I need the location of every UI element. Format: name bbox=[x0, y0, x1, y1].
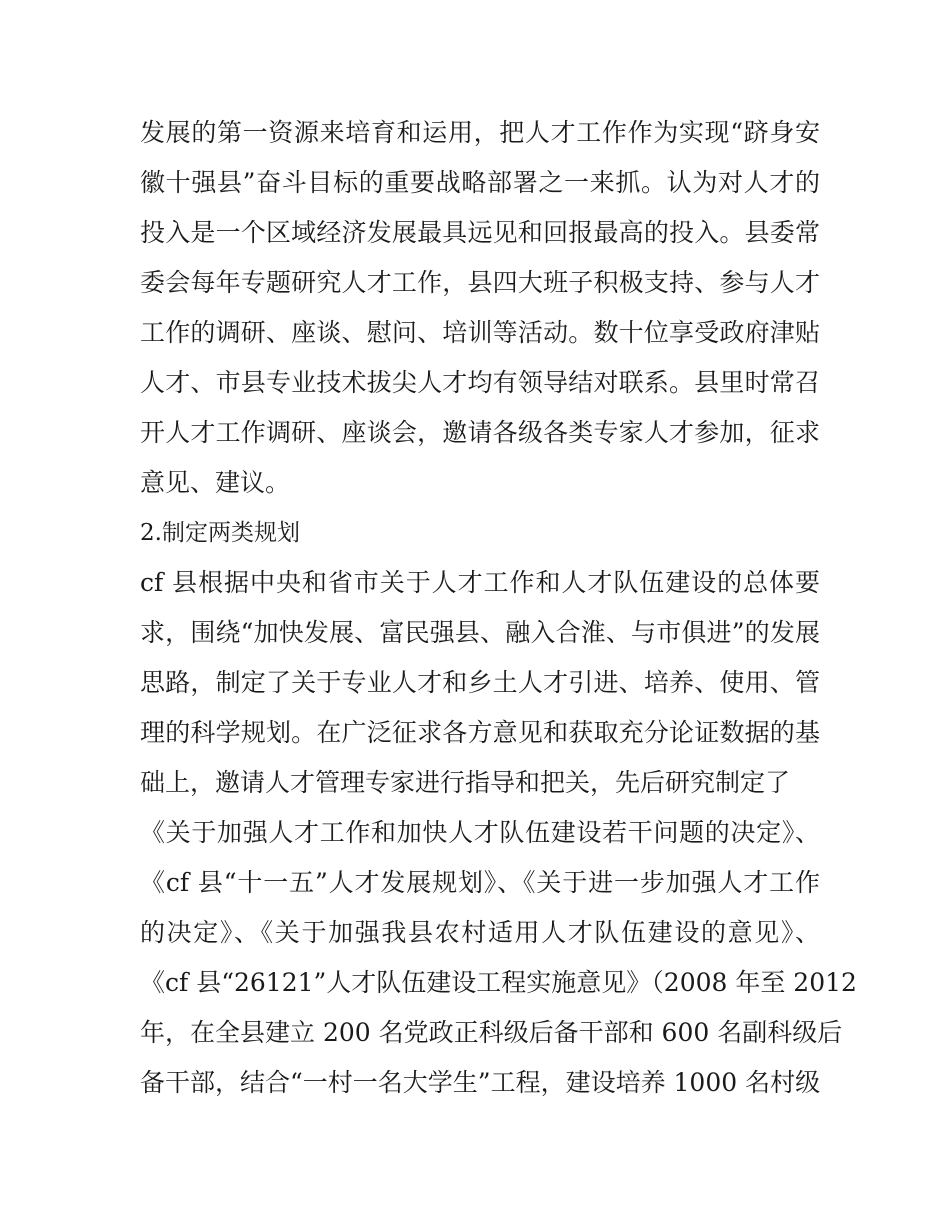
text-line: 委会每年专题研究人才工作，县四大班子积极支持、参与人才 bbox=[140, 268, 820, 297]
text-line: 《cf 县“26121”人才队伍建设工程实施意见》（2008 年至 2012 bbox=[140, 968, 857, 997]
document-body bbox=[140, 108, 857, 1108]
text-line: cf 县根据中央和省市关于人才工作和人才队伍建设的总体要 bbox=[140, 568, 820, 597]
text-line: 徽十强县”奋斗目标的重要战略部署之一来抓。认为对人才的 bbox=[140, 168, 820, 197]
text-line: 求，围绕“加快发展、富民强县、融入合淮、与市俱进”的发展 bbox=[140, 618, 820, 647]
text-line: 工作的调研、座谈、慰问、培训等活动。数十位享受政府津贴 bbox=[140, 318, 820, 347]
text-line: 《关于加强人才工作和加快人才队伍建设若干问题的决定》、 bbox=[140, 818, 820, 847]
text-line: 理的科学规划。在广泛征求各方意见和获取充分论证数据的基 bbox=[140, 718, 820, 747]
text-line: 人才、市县专业技术拔尖人才均有领导结对联系。县里时常召 bbox=[140, 368, 820, 397]
text-line: 础上，邀请人才管理专家进行指导和把关，先后研究制定了 bbox=[140, 768, 791, 797]
text-line: 的决定》、《关于加强我县农村适用人才队伍建设的意见》、 bbox=[140, 918, 820, 947]
text-line: 投入是一个区域经济发展最具远见和回报最高的投入。县委常 bbox=[140, 218, 820, 247]
text-line: 年，在全县建立 200 名党政正科级后备干部和 600 名副科级后 bbox=[140, 1018, 843, 1047]
text-line: 发展的第一资源来培育和运用，把人才工作作为实现“跻身安 bbox=[140, 118, 820, 147]
text-line: 意见、建议。 bbox=[140, 468, 291, 497]
text-line: 思路，制定了关于专业人才和乡土人才引进、培养、使用、管 bbox=[140, 668, 820, 697]
section-heading: 2.制定两类规划 bbox=[140, 520, 300, 546]
text-line: 开人才工作调研、座谈会，邀请各级各类专家人才参加，征求 bbox=[140, 418, 820, 447]
text-line: 备干部，结合“一村一名大学生”工程，建设培养 1000 名村级 bbox=[140, 1068, 821, 1097]
text-line: 《cf 县“十一五”人才发展规划》、《关于进一步加强人才工作 bbox=[140, 868, 820, 897]
